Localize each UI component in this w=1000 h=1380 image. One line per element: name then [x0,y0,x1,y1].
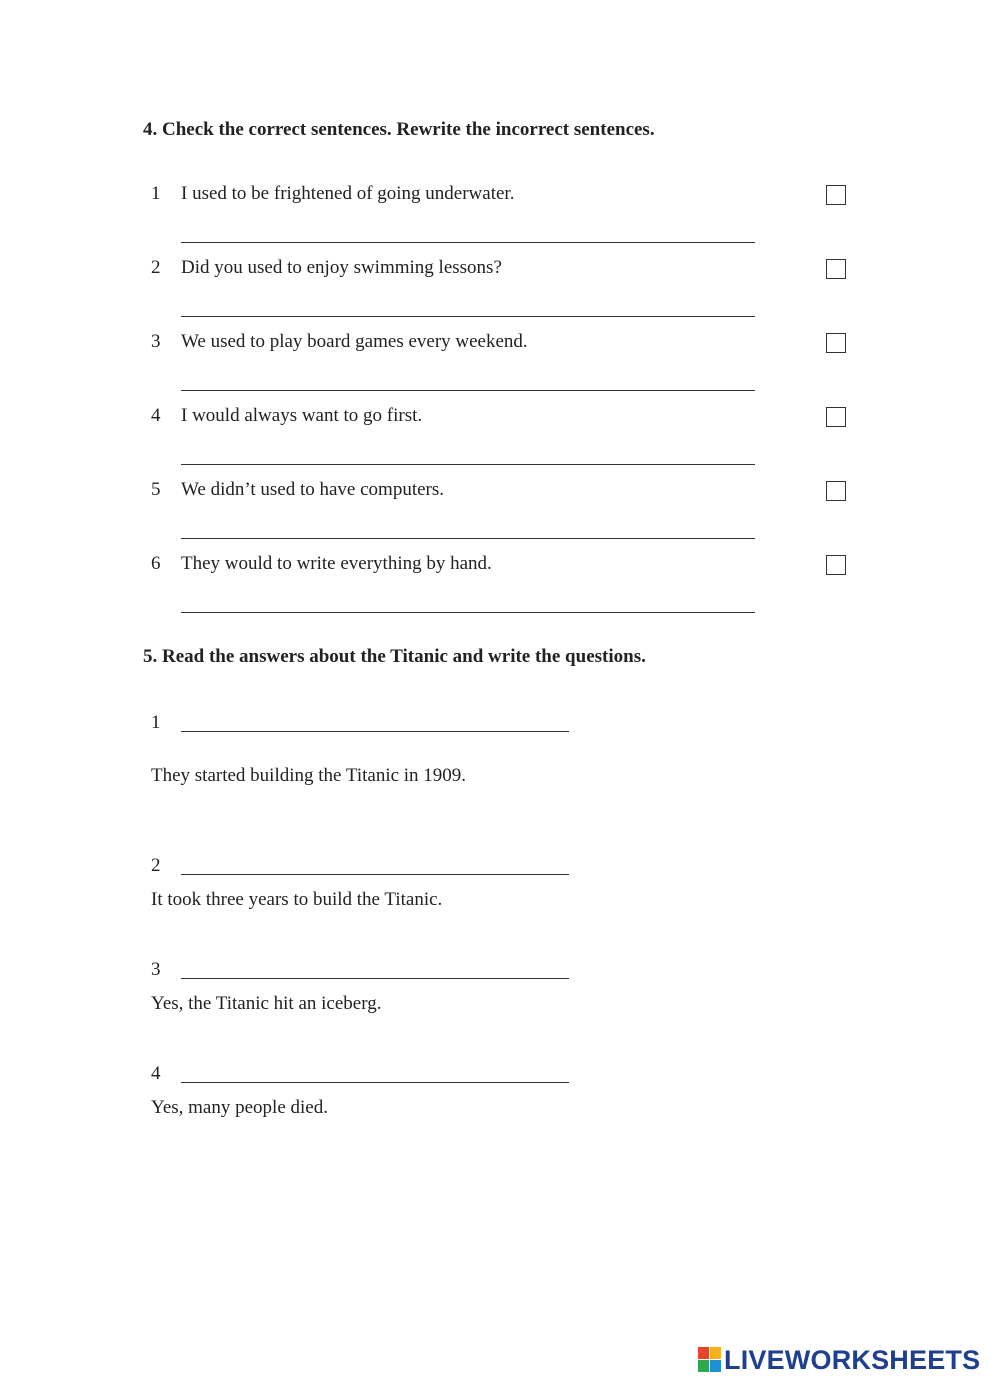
logo-block [698,1347,709,1359]
given-answer: Yes, the Titanic hit an iceberg. [151,993,382,1014]
correct-checkbox[interactable] [826,259,846,279]
question-answer-line[interactable] [181,1082,569,1083]
section-4-heading: 4. Check the correct sentences. Rewrite the incorrect sentences. [143,119,655,140]
item-sentence: We didn’t used to have computers. [181,479,445,500]
question-answer-line[interactable] [181,731,569,732]
item-sentence: I used to be frightened of going underwater. [181,183,515,204]
correct-checkbox[interactable] [826,333,846,353]
liveworksheets-logo [698,1345,980,1375]
item-number: 4 [151,405,161,426]
rewrite-line[interactable] [181,612,755,613]
item-number: 6 [151,553,161,574]
given-answer: They started building the Titanic in 1909. [151,765,467,786]
correct-checkbox[interactable] [826,185,846,205]
given-answer: Yes, many people died. [151,1097,328,1118]
question-number: 3 [151,959,161,980]
logo-text: LIVEWORKSHEETS [724,1345,981,1375]
logo-blocks-icon [698,1347,722,1373]
given-answer: It took three years to build the Titanic. [151,889,443,910]
question-number: 4 [151,1063,161,1084]
rewrite-line[interactable] [181,538,755,539]
logo-block [698,1360,709,1372]
question-answer-line[interactable] [181,874,569,875]
logo-block [710,1347,721,1359]
correct-checkbox[interactable] [826,481,846,501]
item-number: 3 [151,331,161,352]
item-number: 5 [151,479,161,500]
item-number: 1 [151,183,161,204]
correct-checkbox[interactable] [826,407,846,427]
section-5-heading: 5. Read the answers about the Titanic and write the questions. [143,646,646,667]
question-number: 2 [151,855,161,876]
item-sentence: We used to play board games every weekend. [181,331,528,352]
rewrite-line[interactable] [181,464,755,465]
rewrite-line[interactable] [181,242,755,243]
logo-block [710,1360,721,1372]
correct-checkbox[interactable] [826,555,846,575]
rewrite-line[interactable] [181,316,755,317]
question-answer-line[interactable] [181,978,569,979]
item-number: 2 [151,257,161,278]
item-sentence: Did you used to enjoy swimming lessons? [181,257,502,278]
item-sentence: I would always want to go first. [181,405,423,426]
question-number: 1 [151,712,161,733]
rewrite-line[interactable] [181,390,755,391]
item-sentence: They would to write everything by hand. [181,553,492,574]
